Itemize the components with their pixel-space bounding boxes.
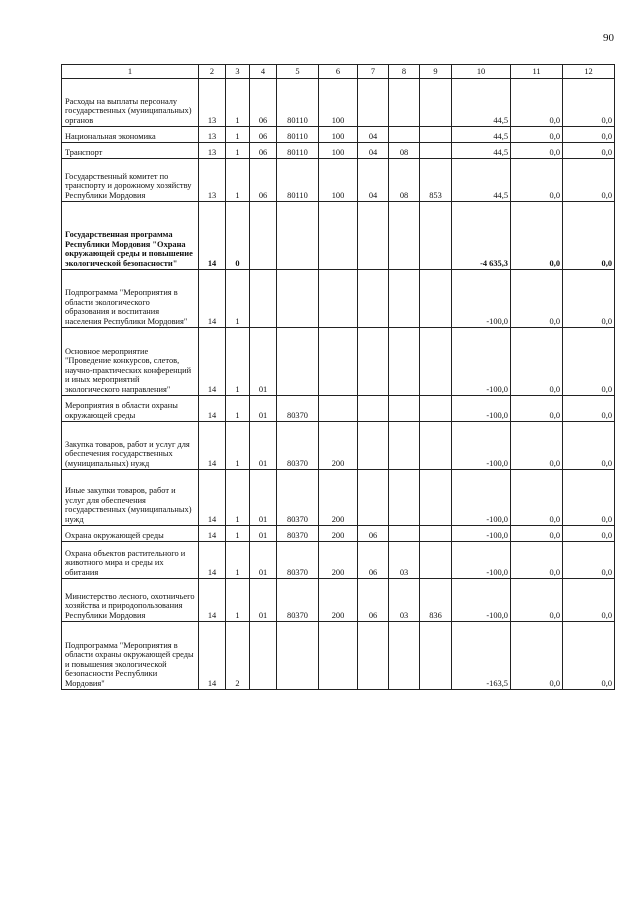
ministry-cell: 853 [420,159,452,202]
section-cell: 06 [358,542,389,579]
table-row [62,328,615,396]
subprogram-cell: 01 [250,470,277,526]
amount-cell: 0,0 [511,470,563,526]
section-cell: 06 [358,526,389,542]
ministry-cell [420,328,452,396]
amount-cell: 0,0 [563,422,615,470]
program-cell: 1 [226,422,250,470]
amount-cell: 0,0 [511,526,563,542]
ministry-cell [420,127,452,143]
program-cell: 0 [226,202,250,270]
target-article-cell: 80370 [277,396,319,422]
table-row [62,579,615,622]
program-cell: 1 [226,270,250,328]
expense-type-cell [319,202,358,270]
amount-cell: 0,0 [511,79,563,127]
table-row [62,396,615,422]
subsection-cell [389,422,420,470]
amount-cell: 44,5 [452,127,511,143]
ministry-cell [420,542,452,579]
chapter-cell: 14 [199,202,226,270]
subprogram-cell [250,270,277,328]
amount-cell: 44,5 [452,79,511,127]
expense-type-cell [319,270,358,328]
section-cell [358,79,389,127]
row-name-cell: Охрана окружающей среды [62,526,199,542]
row-name-cell: Национальная экономика [62,127,199,143]
program-cell: 1 [226,470,250,526]
program-cell: 1 [226,328,250,396]
row-name-cell: Охрана объектов растительного и животного мира и среды их обитания [62,542,199,579]
section-cell: 04 [358,159,389,202]
subsection-cell [389,79,420,127]
table-row [62,127,615,143]
ministry-cell [420,143,452,159]
amount-cell: -100,0 [452,470,511,526]
amount-cell: -100,0 [452,542,511,579]
amount-cell: 44,5 [452,143,511,159]
column-header: 9 [420,65,452,79]
expense-type-cell: 100 [319,127,358,143]
row-name-cell: Мероприятия в области охраны окружающей среды [62,396,199,422]
table-row [62,79,615,127]
amount-cell: 0,0 [563,579,615,622]
row-name-cell: Закупка товаров, работ и услуг для обеспечения государственных (муниципальных) нужд [62,422,199,470]
row-name-cell: Государственный комитет по транспорту и дорожному хозяйству Республики Мордовия [62,159,199,202]
amount-cell: 0,0 [563,79,615,127]
subprogram-cell [250,202,277,270]
amount-cell: -100,0 [452,422,511,470]
amount-cell: 0,0 [511,328,563,396]
chapter-cell: 14 [199,470,226,526]
table-row [62,159,615,202]
target-article-cell: 80110 [277,159,319,202]
subsection-cell [389,127,420,143]
target-article-cell [277,622,319,690]
section-cell [358,270,389,328]
budget-table [61,64,615,690]
expense-type-cell [319,396,358,422]
amount-cell: 0,0 [511,270,563,328]
subsection-cell [389,526,420,542]
section-cell [358,328,389,396]
amount-cell: 0,0 [511,579,563,622]
chapter-cell: 13 [199,127,226,143]
subprogram-cell: 01 [250,396,277,422]
table-row [62,202,615,270]
amount-cell: 0,0 [563,202,615,270]
target-article-cell: 80370 [277,470,319,526]
table-row [62,526,615,542]
expense-type-cell: 100 [319,159,358,202]
chapter-cell: 14 [199,622,226,690]
amount-cell: 0,0 [563,143,615,159]
ministry-cell [420,622,452,690]
expense-type-cell: 200 [319,422,358,470]
chapter-cell: 13 [199,79,226,127]
amount-cell: -100,0 [452,579,511,622]
subprogram-cell: 06 [250,79,277,127]
program-cell: 2 [226,622,250,690]
table-row [62,542,615,579]
program-cell: 1 [226,579,250,622]
amount-cell: -100,0 [452,270,511,328]
target-article-cell: 80370 [277,542,319,579]
subsection-cell [389,622,420,690]
row-name-cell: Иные закупки товаров, работ и услуг для обеспечения государственных (муниципальных) нужд [62,470,199,526]
table-row [62,470,615,526]
column-header: 2 [199,65,226,79]
target-article-cell [277,202,319,270]
subsection-cell [389,470,420,526]
column-header: 10 [452,65,511,79]
section-cell: 06 [358,579,389,622]
amount-cell: 0,0 [511,202,563,270]
chapter-cell: 14 [199,579,226,622]
chapter-cell: 14 [199,270,226,328]
amount-cell: -4 635,3 [452,202,511,270]
target-article-cell: 80110 [277,127,319,143]
expense-type-cell: 200 [319,470,358,526]
chapter-cell: 14 [199,542,226,579]
header-row [62,65,615,79]
section-cell [358,396,389,422]
subprogram-cell: 01 [250,526,277,542]
expense-type-cell: 100 [319,143,358,159]
column-header: 5 [277,65,319,79]
program-cell: 1 [226,143,250,159]
amount-cell: 0,0 [563,526,615,542]
subprogram-cell [250,622,277,690]
row-name-cell: Основное мероприятие "Проведение конкурсов, слетов, научно-практических конференций и иных мероприятий экологического направления" [62,328,199,396]
amount-cell: 0,0 [563,542,615,579]
table-row [62,270,615,328]
target-article-cell: 80370 [277,526,319,542]
subsection-cell: 08 [389,143,420,159]
subsection-cell [389,202,420,270]
subprogram-cell: 06 [250,127,277,143]
column-header: 11 [511,65,563,79]
program-cell: 1 [226,526,250,542]
row-name-cell: Расходы на выплаты персоналу государственных (муниципальных) органов [62,79,199,127]
target-article-cell: 80370 [277,579,319,622]
amount-cell: 0,0 [511,396,563,422]
program-cell: 1 [226,159,250,202]
row-name-cell: Транспорт [62,143,199,159]
row-name-cell: Министерство лесного, охотничьего хозяйства и природопользования Республики Мордовия [62,579,199,622]
subprogram-cell: 01 [250,422,277,470]
chapter-cell: 14 [199,396,226,422]
row-name-cell: Государственная программа Республики Мордовия "Охрана окружающей среды и повышение экологической безопасности" [62,202,199,270]
chapter-cell: 13 [199,159,226,202]
subsection-cell: 03 [389,542,420,579]
column-header: 8 [389,65,420,79]
expense-type-cell: 200 [319,526,358,542]
chapter-cell: 13 [199,143,226,159]
amount-cell: 0,0 [563,396,615,422]
amount-cell: 0,0 [563,470,615,526]
amount-cell: 44,5 [452,159,511,202]
program-cell: 1 [226,127,250,143]
table-body [62,79,615,690]
ministry-cell [420,270,452,328]
expense-type-cell [319,328,358,396]
expense-type-cell: 200 [319,579,358,622]
ministry-cell [420,79,452,127]
chapter-cell: 14 [199,328,226,396]
subsection-cell [389,328,420,396]
ministry-cell [420,470,452,526]
amount-cell: 0,0 [511,542,563,579]
page-number: 90 [603,32,614,44]
section-cell [358,622,389,690]
amount-cell: -100,0 [452,396,511,422]
ministry-cell [420,396,452,422]
amount-cell: 0,0 [563,270,615,328]
subprogram-cell: 01 [250,328,277,396]
amount-cell: 0,0 [563,622,615,690]
table-row [62,143,615,159]
table-row [62,622,615,690]
amount-cell: 0,0 [511,622,563,690]
subprogram-cell: 01 [250,542,277,579]
section-cell [358,422,389,470]
target-article-cell: 80110 [277,143,319,159]
ministry-cell: 836 [420,579,452,622]
table-row [62,422,615,470]
ministry-cell [420,422,452,470]
chapter-cell: 14 [199,422,226,470]
amount-cell: 0,0 [511,422,563,470]
target-article-cell: 80370 [277,422,319,470]
amount-cell: -163,5 [452,622,511,690]
subsection-cell: 08 [389,159,420,202]
section-cell: 04 [358,143,389,159]
amount-cell: 0,0 [511,159,563,202]
target-article-cell: 80110 [277,79,319,127]
program-cell: 1 [226,396,250,422]
target-article-cell [277,270,319,328]
amount-cell: 0,0 [511,127,563,143]
subprogram-cell: 01 [250,579,277,622]
column-header: 6 [319,65,358,79]
column-header: 12 [563,65,615,79]
subsection-cell [389,270,420,328]
ministry-cell [420,202,452,270]
amount-cell: 0,0 [563,127,615,143]
program-cell: 1 [226,542,250,579]
row-name-cell: Подпрограмма "Мероприятия в области экологического образования и воспитания населения Республики Мордовия" [62,270,199,328]
amount-cell: -100,0 [452,526,511,542]
amount-cell: 0,0 [563,328,615,396]
section-cell [358,470,389,526]
subsection-cell [389,396,420,422]
expense-type-cell: 200 [319,542,358,579]
subprogram-cell: 06 [250,159,277,202]
amount-cell: -100,0 [452,328,511,396]
row-name-cell: Подпрограмма "Мероприятия в области охраны окружающей среды и повышения экологической безопасности Республики Мордовия" [62,622,199,690]
amount-cell: 0,0 [511,143,563,159]
section-cell: 04 [358,127,389,143]
expense-type-cell [319,622,358,690]
subprogram-cell: 06 [250,143,277,159]
section-cell [358,202,389,270]
expense-type-cell: 100 [319,79,358,127]
column-header: 7 [358,65,389,79]
column-header: 4 [250,65,277,79]
subsection-cell: 03 [389,579,420,622]
chapter-cell: 14 [199,526,226,542]
target-article-cell [277,328,319,396]
program-cell: 1 [226,79,250,127]
column-header: 3 [226,65,250,79]
amount-cell: 0,0 [563,159,615,202]
ministry-cell [420,526,452,542]
column-header: 1 [62,65,199,79]
